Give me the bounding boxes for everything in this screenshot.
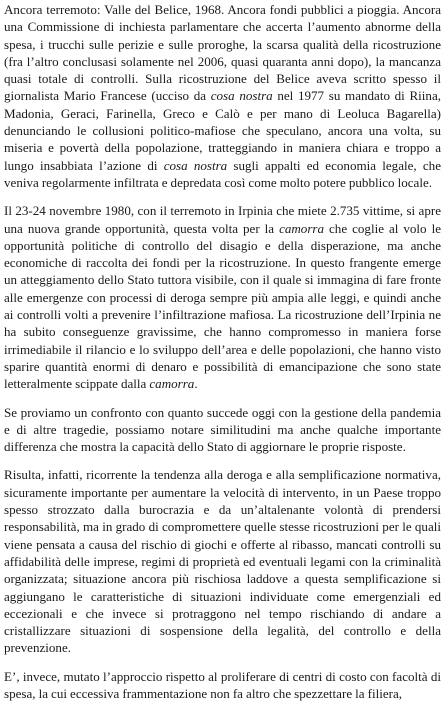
paragraph-text-segment: Risulta, infatti, ricorrente la tendenza alla deroga e alla semplificazione normativa, sicuramente importante per aumentare la velocità di intervento, in un Paese troppo spesso strozzato dalla burocrazia e da un’altalenante volontà di prendersi responsabilità, ma in grado di compromettere quelle stesse ricostruzioni per le quali viene pensata a causa del rischio di giochi e offerte al ribasso, mancati controlli su affidabilità delle imprese, regimi di proprietà ed eventuali legami con la criminalità organizzata; situazione ancora più rischiosa laddove a questa semplificazione si aggiungano le caratteristiche di situazioni individuate come emergenziali ed eccezionali e che invece si protraggono nel tempo rischiando di andare a cristallizzare situazioni di sospensione della legalità, del controllo e della prevenzione. xyxy=(4,467,441,656)
paragraph-text-segment: E’, invece, mutato l’approccio rispetto al proliferare di centri di costo con facoltà di spesa, la cui eccessiva frammentazione non fa altro che spezzettare la filiera, xyxy=(4,668,441,701)
paragraph-deroga xyxy=(4,466,441,656)
paragraph-irpinia xyxy=(4,202,441,392)
paragraph-italic-segment: camorra xyxy=(149,376,195,392)
paragraph-centri-di-costo xyxy=(4,668,441,702)
paragraph-text-segment: nel 1977 su mandato di Riina, Madonia, Geraci, Farinella, Greco e Calò e per mano di Leoluca Bagarella) denunciando le collusioni politico-mafiose che speculano, ancora una volta, su miseria e povertà della popolazione, tratteggiando in maniera chiara e troppo a lungo insabbiata l’azione di xyxy=(4,88,442,173)
paragraph-italic-segment: camorra xyxy=(279,220,325,236)
paragraph-text-segment: Ancora terremoto: Valle del Belice, 1968. Ancora fondi pubblici a pioggia. Ancora una Commissione di inchiesta parlamentare che accerta l’aumento abnorme della spesa, i trucchi sulle perizie e sulle proroghe, la scarsa qualità della ricostruzione (fra l’altro conclusasi solamente nel 2006, quasi quaranta anni dopo), la mancanza quasi totale di controlli. Sulla ricostruzione del Belice aveva scritto spesso il giornalista Mario Francese (ucciso da xyxy=(4,2,441,104)
paragraph-text-segment: Se proviamo un confronto con quanto succede oggi con la gestione della pandemia e di altre tragedie, possiamo notare similitudini ma anche qualche importante differenza che mostra la capacità dello Stato di aggiornare le proprie risposte. xyxy=(4,404,441,455)
paragraph-text-segment: Il 23-24 novembre 1980, con il terremoto in Irpinia che miete 2.735 vittime, si apre una nuova grande opportunità, questa volta per la xyxy=(4,203,441,236)
paragraph-text-segment: sugli appalti ed economia legale, che veniva regolarmente infiltrata e depredata così come molto potere pubblico locale. xyxy=(4,157,441,190)
paragraph-italic-segment: cosa nostra xyxy=(210,88,273,104)
paragraph-belice xyxy=(4,1,441,191)
paragraph-pandemia xyxy=(4,404,441,456)
paragraph-text-segment: che coglie al volo le opportunità politiche di controllo del disagio e della disperazione, ma anche economiche di raccolta dei fondi per la ricostruzione. In questo frangente emerge un atteggiamento dello Stato tuttora visibile, con il quale si immagina di fare fronte alle emergenze con processi di deroga sempre più ampia alle leggi, e quindi anche ai controlli volti a prevenire l’infiltrazione mafiosa. La ricostruzione dell’Irpinia ne ha subito conseguenze gravissime, che hanno compromesso in maniera forse irrimediabile il rilancio e lo sviluppo dell’area e delle popolazioni, che hanno visto sparire quantità enormi di denaro e possibilità di emancipazione che sono state letteralmente scippate dalla xyxy=(4,220,441,392)
article-body xyxy=(4,1,441,702)
paragraph-text-segment: . xyxy=(194,376,198,392)
paragraph-italic-segment: cosa nostra xyxy=(163,157,228,173)
